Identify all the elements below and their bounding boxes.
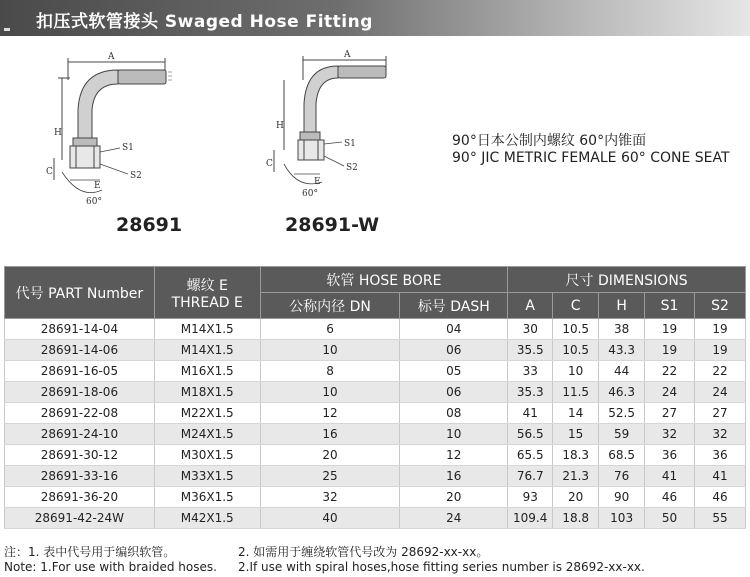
header-s2: S2 bbox=[695, 293, 746, 319]
cell-h: 52.5 bbox=[599, 403, 645, 424]
cell-a: 41 bbox=[508, 403, 553, 424]
note-2-en: 2.If use with spiral hoses,hose fitting series number is 28692-xx-xx. bbox=[238, 560, 645, 574]
dim-c-label: C bbox=[266, 159, 273, 169]
description-en: 90° JIC METRIC FEMALE 60° CONE SEAT bbox=[452, 150, 730, 166]
cell-dash: 05 bbox=[400, 361, 508, 382]
header-marker bbox=[4, 28, 10, 31]
cell-part: 28691-22-08 bbox=[5, 403, 155, 424]
cell-s1: 50 bbox=[645, 508, 695, 529]
cell-s2: 27 bbox=[695, 403, 746, 424]
cell-a: 35.5 bbox=[508, 340, 553, 361]
cell-dn: 16 bbox=[260, 424, 400, 445]
cell-thread: M14X1.5 bbox=[154, 340, 260, 361]
cell-s1: 36 bbox=[645, 445, 695, 466]
dim-s2-label: S2 bbox=[346, 163, 358, 173]
specs-table bbox=[4, 266, 746, 529]
table-row bbox=[5, 445, 746, 466]
cell-dash: 06 bbox=[400, 382, 508, 403]
note-1-cn: 注：1. 表中代号用于编织软管。 bbox=[4, 545, 176, 559]
cell-s1: 32 bbox=[645, 424, 695, 445]
cell-s2: 24 bbox=[695, 382, 746, 403]
cell-h: 59 bbox=[599, 424, 645, 445]
cell-s1: 19 bbox=[645, 340, 695, 361]
table-row bbox=[5, 466, 746, 487]
cell-c: 20 bbox=[553, 487, 599, 508]
cell-h: 46.3 bbox=[599, 382, 645, 403]
cell-dn: 20 bbox=[260, 445, 400, 466]
cell-h: 76 bbox=[599, 466, 645, 487]
cell-a: 33 bbox=[508, 361, 553, 382]
cell-c: 15 bbox=[553, 424, 599, 445]
cell-c: 18.8 bbox=[553, 508, 599, 529]
cell-thread: M36X1.5 bbox=[154, 487, 260, 508]
cell-dn: 12 bbox=[260, 403, 400, 424]
table-row bbox=[5, 403, 746, 424]
cell-dash: 24 bbox=[400, 508, 508, 529]
dim-a-label: A bbox=[344, 50, 351, 60]
cell-c: 10 bbox=[553, 361, 599, 382]
cell-s1: 22 bbox=[645, 361, 695, 382]
dim-e-label: E bbox=[314, 177, 321, 187]
dim-a-label: A bbox=[108, 52, 115, 62]
table-row bbox=[5, 340, 746, 361]
description-cn: 90°日本公制内螺纹 60°内锥面 bbox=[452, 133, 647, 149]
dim-h-label: H bbox=[276, 121, 284, 131]
cell-a: 56.5 bbox=[508, 424, 553, 445]
cell-dn: 25 bbox=[260, 466, 400, 487]
cell-s2: 19 bbox=[695, 319, 746, 340]
cell-s2: 36 bbox=[695, 445, 746, 466]
cell-dash: 08 bbox=[400, 403, 508, 424]
cell-s1: 24 bbox=[645, 382, 695, 403]
header-thread-cn: 螺纹 E bbox=[186, 277, 228, 294]
cell-thread: M33X1.5 bbox=[154, 466, 260, 487]
header-hose-bore: 软管 HOSE BORE bbox=[260, 267, 508, 293]
cell-part: 28691-36-20 bbox=[5, 487, 155, 508]
header-thread bbox=[154, 267, 260, 319]
cell-thread: M14X1.5 bbox=[154, 319, 260, 340]
note-2-cn: 2. 如需用于缠绕软管代号改为 28692-xx-xx。 bbox=[238, 545, 489, 559]
cell-a: 30 bbox=[508, 319, 553, 340]
cell-a: 35.3 bbox=[508, 382, 553, 403]
cell-part: 28691-33-16 bbox=[5, 466, 155, 487]
cell-h: 43.3 bbox=[599, 340, 645, 361]
fitting-drawing-28691-w bbox=[258, 40, 418, 210]
header-c: C bbox=[553, 293, 599, 319]
cell-thread: M18X1.5 bbox=[154, 382, 260, 403]
cell-s2: 55 bbox=[695, 508, 746, 529]
cell-dn: 8 bbox=[260, 361, 400, 382]
cell-h: 38 bbox=[599, 319, 645, 340]
cell-h: 44 bbox=[599, 361, 645, 382]
header-part-number: 代号 PART Number bbox=[5, 267, 155, 319]
cell-part: 28691-42-24W bbox=[5, 508, 155, 529]
cell-dn: 6 bbox=[260, 319, 400, 340]
note-1-en: Note: 1.For use with braided hoses. bbox=[4, 560, 217, 574]
cell-part: 28691-14-06 bbox=[5, 340, 155, 361]
header-dn: 公称内径 DN bbox=[260, 293, 400, 319]
cell-part: 28691-14-04 bbox=[5, 319, 155, 340]
cell-dn: 10 bbox=[260, 382, 400, 403]
cell-part: 28691-16-05 bbox=[5, 361, 155, 382]
cell-c: 14 bbox=[553, 403, 599, 424]
cell-dash: 04 bbox=[400, 319, 508, 340]
cell-s2: 19 bbox=[695, 340, 746, 361]
cell-s2: 32 bbox=[695, 424, 746, 445]
table-row bbox=[5, 382, 746, 403]
part-label-28691: 28691 bbox=[116, 214, 183, 236]
table-row bbox=[5, 424, 746, 445]
dim-c-label: C bbox=[46, 167, 53, 177]
cell-dn: 32 bbox=[260, 487, 400, 508]
cell-dn: 10 bbox=[260, 340, 400, 361]
cell-s1: 46 bbox=[645, 487, 695, 508]
cell-h: 68.5 bbox=[599, 445, 645, 466]
cell-c: 18.3 bbox=[553, 445, 599, 466]
section-header bbox=[0, 0, 750, 36]
part-label-28691-w: 28691-W bbox=[285, 214, 380, 236]
table-row bbox=[5, 319, 746, 340]
cell-c: 11.5 bbox=[553, 382, 599, 403]
cell-dn: 40 bbox=[260, 508, 400, 529]
header-s1: S1 bbox=[645, 293, 695, 319]
cell-s1: 19 bbox=[645, 319, 695, 340]
cell-thread: M16X1.5 bbox=[154, 361, 260, 382]
section-title: 扣压式软管接头 Swaged Hose Fitting bbox=[36, 12, 373, 32]
cell-thread: M22X1.5 bbox=[154, 403, 260, 424]
cell-dash: 12 bbox=[400, 445, 508, 466]
angle-label: 60° bbox=[302, 189, 318, 199]
table-row bbox=[5, 508, 746, 529]
cell-a: 65.5 bbox=[508, 445, 553, 466]
table-row bbox=[5, 487, 746, 508]
table-row bbox=[5, 361, 746, 382]
cell-dash: 16 bbox=[400, 466, 508, 487]
cell-dash: 10 bbox=[400, 424, 508, 445]
cell-part: 28691-24-10 bbox=[5, 424, 155, 445]
cell-s1: 41 bbox=[645, 466, 695, 487]
cell-h: 90 bbox=[599, 487, 645, 508]
header-thread-en: THREAD E bbox=[171, 294, 243, 311]
header-dimensions: 尺寸 DIMENSIONS bbox=[508, 267, 746, 293]
angle-label: 60° bbox=[86, 197, 102, 207]
header-a: A bbox=[508, 293, 553, 319]
cell-s2: 41 bbox=[695, 466, 746, 487]
cell-thread: M42X1.5 bbox=[154, 508, 260, 529]
cell-thread: M24X1.5 bbox=[154, 424, 260, 445]
cell-s1: 27 bbox=[645, 403, 695, 424]
cell-a: 109.4 bbox=[508, 508, 553, 529]
dim-s1-label: S1 bbox=[344, 139, 356, 149]
cell-s2: 22 bbox=[695, 361, 746, 382]
header-h: H bbox=[599, 293, 645, 319]
header-dash: 标号 DASH bbox=[400, 293, 508, 319]
cell-h: 103 bbox=[599, 508, 645, 529]
cell-c: 10.5 bbox=[553, 340, 599, 361]
cell-dash: 06 bbox=[400, 340, 508, 361]
dim-s1-label: S1 bbox=[122, 143, 134, 153]
cell-c: 21.3 bbox=[553, 466, 599, 487]
cell-a: 76.7 bbox=[508, 466, 553, 487]
cell-a: 93 bbox=[508, 487, 553, 508]
cell-thread: M30X1.5 bbox=[154, 445, 260, 466]
dim-e-label: E bbox=[94, 181, 101, 191]
dim-s2-label: S2 bbox=[130, 171, 142, 181]
cell-part: 28691-18-06 bbox=[5, 382, 155, 403]
cell-dash: 20 bbox=[400, 487, 508, 508]
dim-h-label: H bbox=[54, 128, 62, 138]
cell-s2: 46 bbox=[695, 487, 746, 508]
cell-c: 10.5 bbox=[553, 319, 599, 340]
cell-part: 28691-30-12 bbox=[5, 445, 155, 466]
fitting-drawing-28691 bbox=[40, 40, 220, 220]
